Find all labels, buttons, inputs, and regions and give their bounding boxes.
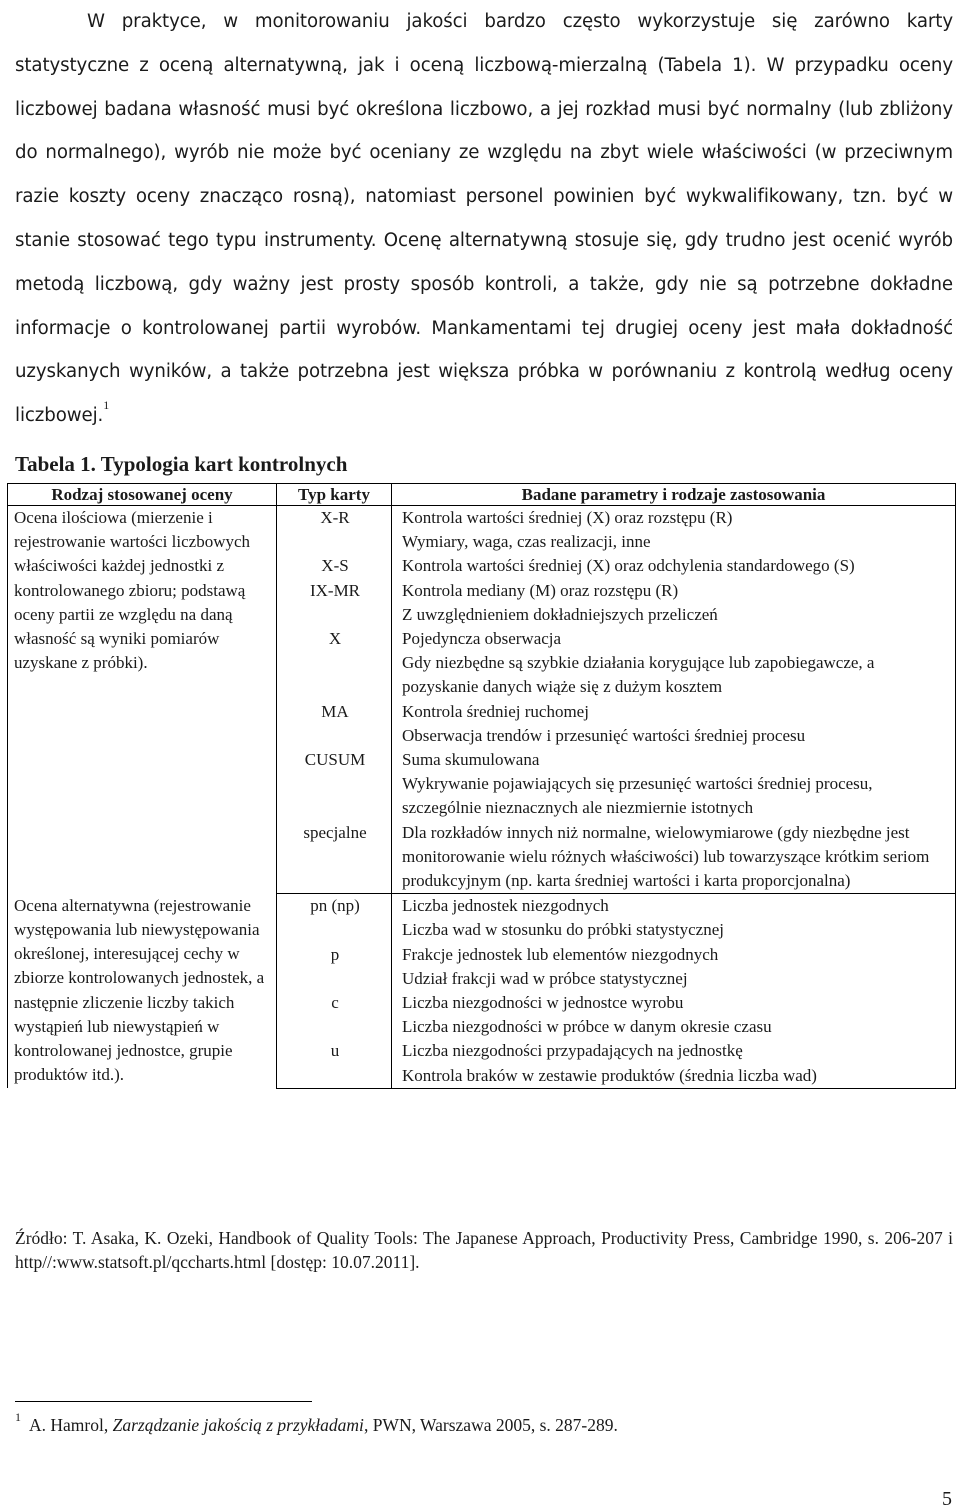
cell-parametry: Liczba niezgodności przypadających na jednostkę Kontrola braków w zestawie produktów (średnia liczba wad) — [392, 1039, 956, 1088]
cell-parametry: Kontrola mediany (M) oraz rozstępu (R) Z uwzględnieniem dokładniejszych przeliczeń — [392, 579, 956, 627]
cell-typ-karty: p — [277, 943, 392, 991]
cell-parametry: Suma skumulowana Wykrywanie pojawiających się przesunięć wartości średniej procesu, szczególnie nieznacznych ale niezmiernie istotnych — [392, 748, 956, 821]
cell-typ-karty: X-R — [277, 506, 392, 555]
cell-typ-karty: MA — [277, 700, 392, 748]
cell-parametry: Kontrola wartości średniej (X) oraz odchylenia standardowego (S) — [392, 554, 956, 578]
cell-typ-karty: X-S — [277, 554, 392, 578]
cell-rodzaj-oceny: Ocena ilościowa (mierzenie i rejestrowanie wartości liczbowych właściwości każdej jednostki z kontrolowanego zbioru; podstawą oceny partii ze względu na daną własność są wyniki pomiarów uzyskane z próbki). — [8, 506, 277, 894]
cell-parametry: Kontrola wartości średniej (X) oraz rozstępu (R) Wymiary, waga, czas realizacji, inne — [392, 506, 956, 555]
cell-parametry: Kontrola średniej ruchomej Obserwacja trendów i przesunięć wartości średniej procesu — [392, 700, 956, 748]
cell-rodzaj-oceny: Ocena alternatywna (rejestrowanie występowania lub niewystępowania określonej, interesującej cechy w zbiorze kontrolowanych jednostek, a następnie zliczenie liczby takich wystąpień lub niewystąpień w kontrolowanej jednostce, grupie produktów itd.). — [8, 894, 277, 1089]
cell-typ-karty: u — [277, 1039, 392, 1088]
paragraph-text: W praktyce, w monitorowaniu jakości bardzo często wykorzystuje się zarówno karty statystyczne z oceną alternatywną, jak i oceną liczbową-mierzalną (Tabela 1). W przypadku oceny liczbowej badana własność musi być określona liczbowo, a jej rozkład musi być normalny (lub zbliżony do normalnego), wyrób nie może być oceniany ze względu na zbyt wiele właściwości (w przeciwnym razie koszty oceny znacząco rosną), natomiast personel powinien być wykwalifikowany, tzn. być w stanie stosować tego typu instrumenty. Ocenę alternatywną stosuje się, gdy trudno jest ocenić wyrób metodą liczbową, gdy ważny jest prosty sposób kontroli, a także, gdy nie są potrzebne dokładne informacje o kontrolowanej partii wyrobów. Mankamentami tej drugiej oceny jest mała dokładność uzyskanych wyników, a także potrzebna jest większa próbka w porównaniu z kontrolą według oceny liczbowej. — [15, 11, 953, 427]
header-rodzaj: Rodzaj stosowanej oceny — [8, 484, 277, 506]
table-row — [8, 506, 956, 555]
cell-parametry: Dla rozkładów innych niż normalne, wielowymiarowe (gdy niezbędne jest monitorowanie wielu różnych właściwości) lub towarzyszące krótkim seriom produkcyjnym (np. karta średniej wartości i karta proporcjonalna) — [392, 821, 956, 894]
table-row — [8, 894, 956, 943]
cell-parametry: Liczba jednostek niezgodnych Liczba wad w stosunku do próbki statystycznej — [392, 894, 956, 943]
cell-parametry: Pojedyncza obserwacja Gdy niezbędne są szybkie działania korygujące lub zapobiegawcze, a pozyskanie danych wiąże się z dużym kosztem — [392, 627, 956, 700]
cell-typ-karty: IX-MR — [277, 579, 392, 627]
footnote-separator — [15, 1401, 312, 1402]
cell-typ-karty: pn (np) — [277, 894, 392, 943]
header-parametry: Badane parametry i rodzaje zastosowania — [392, 484, 956, 506]
body-paragraph — [15, 0, 953, 438]
source-note: Źródło: T. Asaka, K. Ozeki, Handbook of Quality Tools: The Japanese Approach, Productivity Press, Cambridge 1990, s. 206-207 i http//:www.statsoft.pl/qccharts.html [dostęp: 10.07.2011]. — [15, 1228, 953, 1272]
control-charts-table — [7, 483, 956, 1089]
table-header-row — [8, 484, 956, 506]
page-number: 5 — [942, 1488, 952, 1510]
header-typ: Typ karty — [277, 484, 392, 506]
footnote-number: 1 — [15, 1410, 21, 1424]
footnote-book-title: Zarządzanie jakością z przykładami — [112, 1415, 364, 1435]
cell-parametry: Liczba niezgodności w jednostce wyrobu Liczba niezgodności w próbce w danym okresie czasu — [392, 991, 956, 1039]
cell-parametry: Frakcje jednostek lub elementów niezgodnych Udział frakcji wad w próbce statystycznej — [392, 943, 956, 991]
cell-typ-karty: c — [277, 991, 392, 1039]
footnote-author: A. Hamrol, — [29, 1415, 113, 1435]
footnote-details: , PWN, Warszawa 2005, s. 287-289. — [363, 1415, 618, 1435]
table-title: Tabela 1. Typologia kart kontrolnych — [15, 452, 348, 476]
cell-typ-karty: X — [277, 627, 392, 700]
cell-typ-karty: CUSUM — [277, 748, 392, 821]
cell-typ-karty: specjalne — [277, 821, 392, 894]
footnote — [15, 1410, 618, 1437]
footnote-reference: 1 — [103, 398, 110, 413]
